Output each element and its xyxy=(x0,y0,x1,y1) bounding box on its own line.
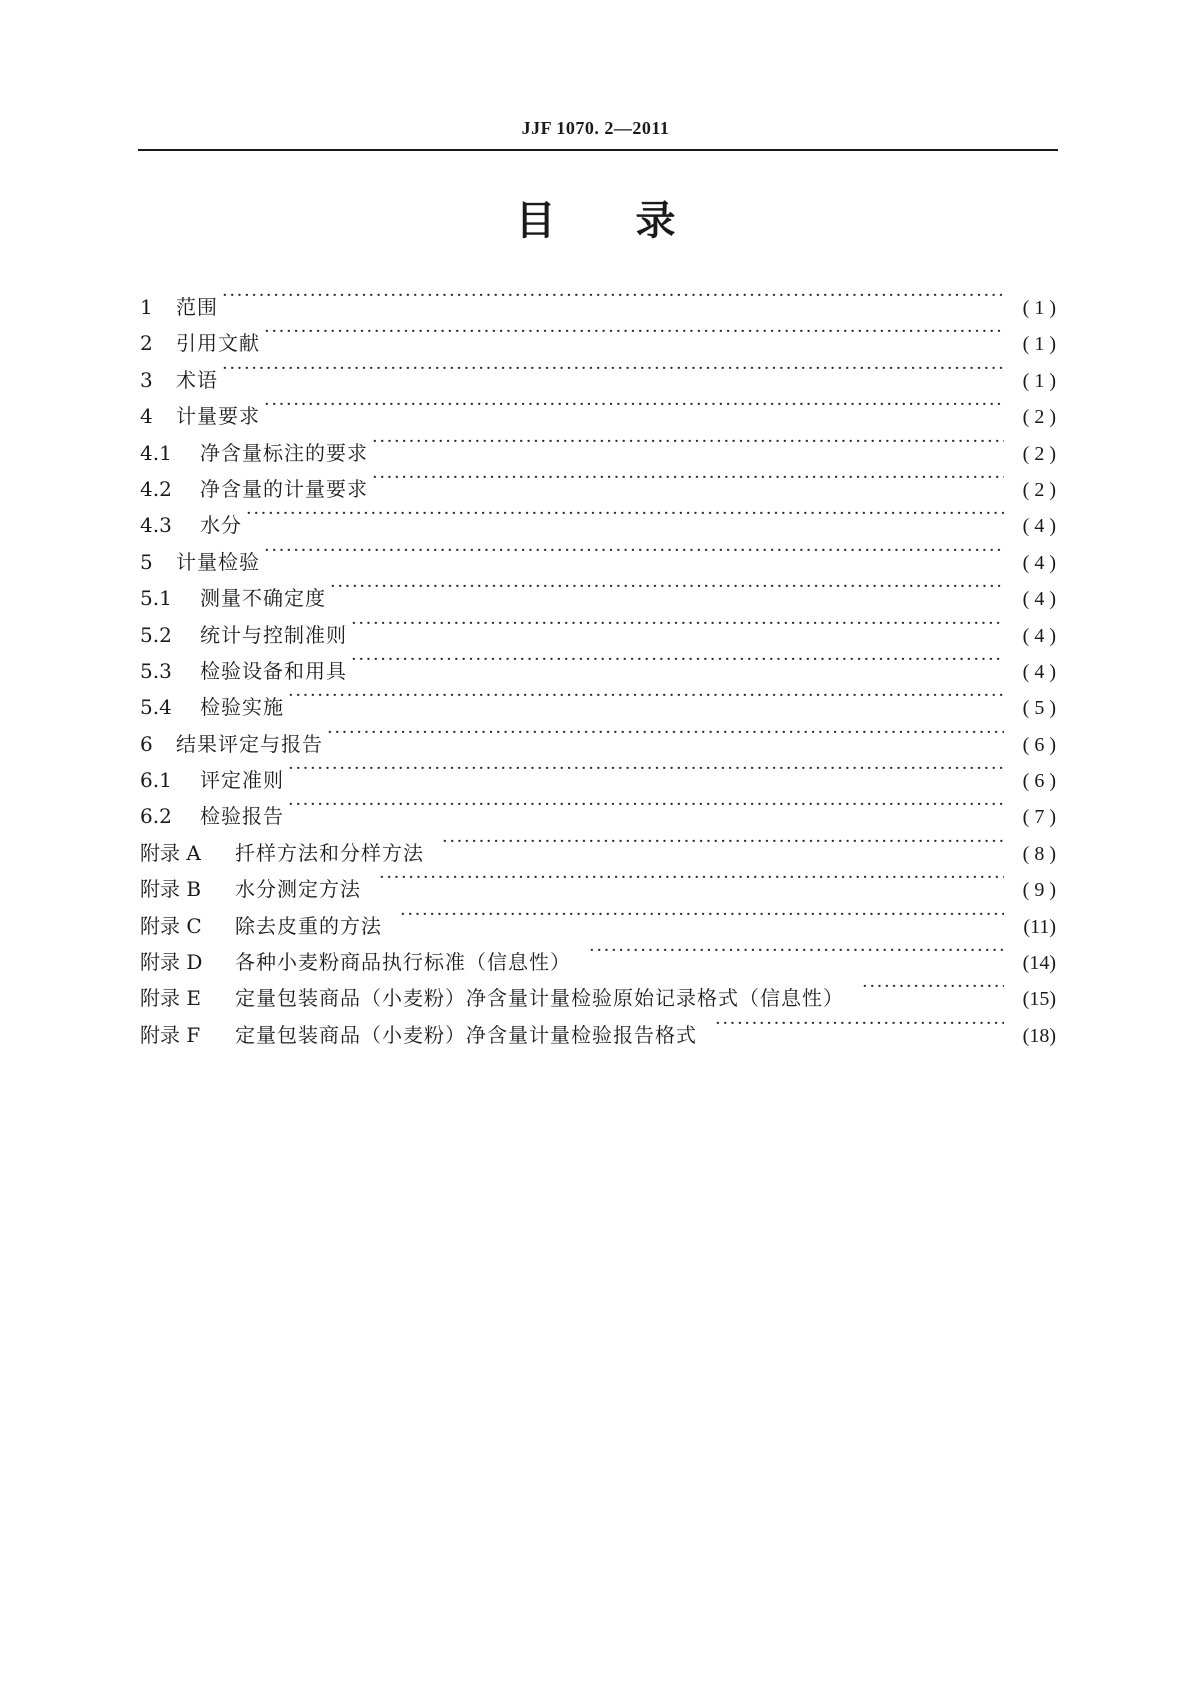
toc-entry-page: ( 5 ) xyxy=(1022,697,1056,720)
toc-entry-number: 附录 B xyxy=(140,877,202,902)
toc-entry-page: ( 6 ) xyxy=(1022,733,1056,756)
toc-entry[interactable] xyxy=(140,278,1056,319)
standard-code: JJF 1070. 2—2011 xyxy=(521,118,670,138)
toc-entry[interactable] xyxy=(140,387,1056,429)
toc-entry-number: 附录 C xyxy=(140,913,202,938)
toc-entry-number: 5 xyxy=(140,549,153,574)
toc-entry[interactable] xyxy=(140,533,1056,574)
toc-entry-number: 5.1 xyxy=(140,586,172,611)
toc-entry-title: 检验报告 xyxy=(200,804,284,829)
toc-dot-leader xyxy=(589,933,1004,969)
toc-dot-leader xyxy=(288,678,1004,714)
toc-entry-title: 定量包装商品（小麦粉）净含量计量检验报告格式 xyxy=(235,1022,697,1047)
toc-entry-number: 5.3 xyxy=(140,658,172,683)
toc-entry-page: ( 2 ) xyxy=(1022,442,1056,465)
toc-entry-page: (15) xyxy=(1022,988,1056,1011)
toc-entry-number: 附录 E xyxy=(140,986,201,1011)
toc-entry-number: 3 xyxy=(140,367,153,392)
toc-dot-leader xyxy=(327,715,1004,751)
toc-entry-number: 4.2 xyxy=(140,476,172,501)
toc-entry-title: 净含量的计量要求 xyxy=(200,476,368,501)
toc-entry-page: (14) xyxy=(1022,952,1056,975)
toc-entry-number: 2 xyxy=(140,331,153,356)
toc-entry-page: ( 2 ) xyxy=(1022,406,1056,429)
toc-dot-leader xyxy=(372,424,1004,460)
toc-dot-leader xyxy=(351,642,1004,678)
header-rule xyxy=(138,149,1058,151)
toc-entry-title: 范围 xyxy=(176,295,218,319)
toc-entry-number: 6.2 xyxy=(140,804,172,829)
toc-entry-title: 计量要求 xyxy=(176,404,260,429)
toc-entry-title: 各种小麦粉商品执行标准（信息性） xyxy=(235,950,571,975)
toc-dot-leader xyxy=(442,824,1004,860)
toc-entry-title: 定量包装商品（小麦粉）净含量计量检验原始记录格式（信息性） xyxy=(235,986,844,1011)
toc-entry-page: ( 8 ) xyxy=(1022,842,1056,865)
toc-entry-number: 6 xyxy=(140,731,153,756)
toc-entry-title: 净含量标注的要求 xyxy=(200,440,368,465)
toc-dot-leader xyxy=(715,1006,1004,1042)
toc-entry[interactable] xyxy=(140,496,1056,538)
toc-entry-title: 术语 xyxy=(176,367,218,392)
table-of-contents xyxy=(140,278,1056,1047)
toc-entry-page: ( 1 ) xyxy=(1022,333,1056,356)
toc-entry-title: 检验实施 xyxy=(200,695,284,720)
toc-entry-title: 评定准则 xyxy=(200,768,284,793)
toc-entry-number: 4.3 xyxy=(140,513,172,538)
toc-entry-title: 除去皮重的方法 xyxy=(235,913,382,938)
toc-entry-number: 5.2 xyxy=(140,622,172,647)
toc-entry-number: 1 xyxy=(140,295,153,319)
page-title-part1: 目 xyxy=(515,198,556,244)
toc-entry-number: 5.4 xyxy=(140,695,172,720)
toc-entry-title: 引用文献 xyxy=(176,331,260,356)
toc-entry[interactable] xyxy=(140,424,1056,465)
toc-entry-page: ( 4 ) xyxy=(1022,551,1056,574)
toc-dot-leader xyxy=(222,278,1004,314)
toc-entry-page: ( 9 ) xyxy=(1022,879,1056,902)
toc-entry-page: ( 6 ) xyxy=(1022,770,1056,793)
toc-entry-page: (11) xyxy=(1023,915,1056,938)
toc-dot-leader xyxy=(379,860,1004,896)
toc-entry-title: 结果评定与报告 xyxy=(176,731,323,756)
toc-entry-page: ( 1 ) xyxy=(1022,369,1056,392)
toc-entry-page: (18) xyxy=(1022,1024,1056,1047)
toc-entry-number: 附录 D xyxy=(140,950,203,975)
toc-entry-title: 计量检验 xyxy=(176,549,260,574)
toc-entry-title: 水分测定方法 xyxy=(235,877,361,902)
toc-dot-leader xyxy=(288,787,1004,823)
toc-entry-page: ( 1 ) xyxy=(1022,297,1056,319)
toc-dot-leader xyxy=(351,606,1004,642)
toc-dot-leader xyxy=(372,460,1004,496)
toc-dot-leader xyxy=(264,533,1004,569)
toc-entry-page: ( 4 ) xyxy=(1022,588,1056,611)
toc-entry-title: 检验设备和用具 xyxy=(200,658,347,683)
toc-dot-leader xyxy=(222,351,1004,387)
toc-dot-leader xyxy=(330,569,1004,605)
toc-dot-leader xyxy=(288,751,1004,787)
toc-entry-title: 扦样方法和分样方法 xyxy=(235,840,424,865)
toc-dot-leader xyxy=(400,897,1004,933)
toc-entry-number: 4.1 xyxy=(140,440,172,465)
page-title xyxy=(0,196,1191,246)
toc-entry-number: 附录 A xyxy=(140,840,201,865)
toc-entry[interactable] xyxy=(140,351,1056,392)
toc-entry-number: 4 xyxy=(140,404,153,429)
toc-entry-page: ( 7 ) xyxy=(1022,806,1056,829)
toc-entry-page: ( 4 ) xyxy=(1022,515,1056,538)
toc-entry-page: ( 2 ) xyxy=(1022,478,1056,501)
toc-entry-page: ( 4 ) xyxy=(1022,624,1056,647)
toc-entry-title: 水分 xyxy=(200,513,242,538)
toc-entry-number: 6.1 xyxy=(140,768,172,793)
toc-dot-leader xyxy=(862,969,1004,1005)
toc-dot-leader xyxy=(246,496,1004,532)
page-title-part2: 录 xyxy=(635,198,676,244)
toc-dot-leader xyxy=(264,314,1004,350)
toc-entry[interactable] xyxy=(140,569,1056,611)
toc-entry-title: 统计与控制准则 xyxy=(200,622,347,647)
toc-entry[interactable] xyxy=(140,314,1056,356)
toc-entry-page: ( 4 ) xyxy=(1022,660,1056,683)
toc-entry-title: 测量不确定度 xyxy=(200,586,326,611)
toc-dot-leader xyxy=(264,387,1004,423)
toc-entry-number: 附录 F xyxy=(140,1022,201,1047)
